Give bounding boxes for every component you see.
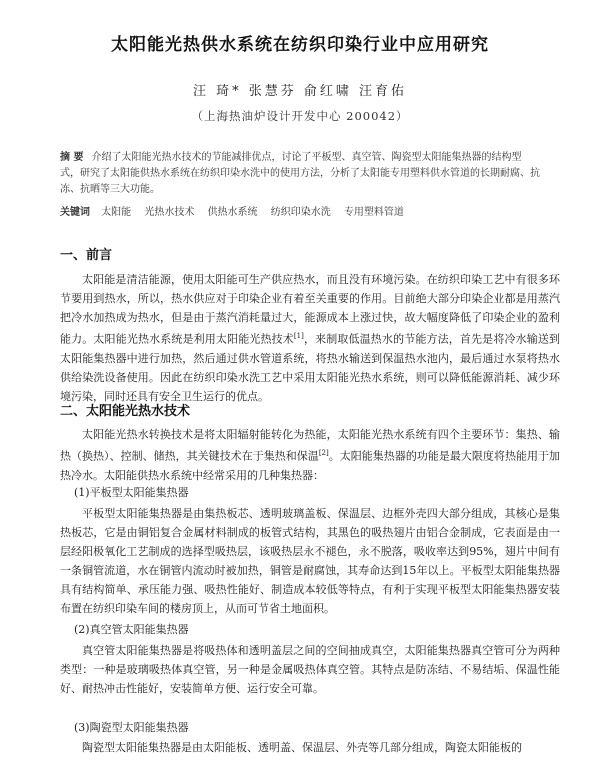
- citation-ref: [2]: [318, 449, 329, 457]
- affiliation: （上海热油炉设计开发中心 200042）: [191, 109, 409, 123]
- keyword: 光热水技术: [144, 207, 195, 218]
- flat-plate-paragraph: 平板型太阳能集热器是由集热板芯、透明玻璃盖板、保温层、边框外壳四大部分组成，其核心是集热板芯，它是由铜铝复合金属材料制成的板管式结构，其黑色的吸热翅片由铝合金制成，它表面是由一层经阳极氧化工艺制成的选择型吸热层，该吸热层永不褪色，永不脱落，吸收率达到95%，翅片中间有一条铜管流道，水在铜管内流动时被加热，铜管是耐腐蚀，其寿命达到15年以上。平板型太阳能集热器具有结构简单、承压能力强、吸热性能好、制造成本较低等特点，有利于实现平板型太阳能集热器安装布置在纺织印染车间的楼房顶上，从而可节省土地面积。: [60, 507, 560, 615]
- tech-text: 太阳能光热水转换技术是将太阳辐射能转化为热能，太阳能光热水系统有四个主要环节：集热、输热（换热）、控制、储热，其关键技术在于集热和保温: [60, 428, 560, 463]
- ceramic-paragraph: 陶瓷型太阳能集热器是由太阳能板、透明盖、保温层、外壳等几部分组成，陶瓷太阳能板的: [82, 741, 522, 754]
- keyword: 太阳能: [101, 207, 132, 218]
- keyword: 纺织印染水洗: [270, 207, 331, 218]
- tech-paragraph: [60, 425, 560, 485]
- subheading-ceramic: (3)陶瓷型太阳能集热器: [74, 721, 189, 734]
- keyword: 供热水系统: [207, 207, 258, 218]
- paper-title: 太阳能光热供水系统在纺织印染行业中应用研究: [111, 35, 489, 55]
- keyword: 专用塑料管道: [343, 207, 404, 218]
- subheading-flat-plate: (1)平板型太阳能集热器: [74, 486, 189, 499]
- citation-ref: [1]: [293, 332, 304, 340]
- intro-text: 太阳能是清洁能源，使用太阳能可生产供应热水，而且没有环境污染。在纺织印染工艺中有很多环节要用到热水，所以，热水供应对于印染企业有着至关重要的作用。目前绝大部分印染企业都是用蒸汽把冷水加热成为热水，但是由于蒸汽消耗量过大，能源成本上涨过快，故大幅度降低了印染企业的盈利能力。太阳能光热水系统是利用太阳能光热技术: [60, 273, 560, 346]
- abstract-label: 摘 要: [60, 152, 84, 163]
- section-heading-intro: 一、前言: [60, 248, 113, 263]
- keywords-label: 关键词: [60, 207, 90, 218]
- tech-text-tail: 。太阳能集热器的功能是最大限度将热能用于加热冷水。太阳能供热水系统中经常采用的几种集热器：: [60, 449, 561, 482]
- keywords: [60, 203, 560, 218]
- subheading-vacuum-tube: (2)真空管太阳能集热器: [74, 623, 189, 636]
- abstract-text: 介绍了太阳能光热水技术的节能减排优点，讨论了平板型、真空管、陶瓷型太阳能集热器的结构型式，研究了太阳能供热水系统在纺织印染水洗中的使用方法，分析了太阳能专用塑料供水管道的长期耐腐、抗冻、抗晒等三大功能。: [60, 152, 540, 195]
- intro-paragraph: [60, 270, 560, 406]
- abstract: [60, 150, 540, 198]
- section-heading-tech: 二、太阳能光热水技术: [60, 404, 191, 419]
- author-list: 汪 琦* 张慧芬 俞红啸 汪育佑: [192, 84, 408, 99]
- intro-text-tail: ，来制取低温热水的节能方法，首先是将冷水输送到太阳能集热器中进行加热，然后通过供水管道系统，将热水输送到保温热水池内，最后通过水泵将热水供给染洗设备使用。因此在纺织印染水洗工艺中采用太阳能光热水系统，则可以降低能源消耗、减少环境污染，同时还具有安全卫生运行的优点。: [60, 332, 561, 403]
- vacuum-tube-paragraph: 真空管太阳能集热器是将吸热体和透明盖层之间的空间抽成真空，太阳能集热器真空管可分为两种类型：一种是玻璃吸热体真空管，另一种是金属吸热体真空管。其特点是防冻结、不易结垢、保温性能好、耐热冲击性能好，安装简单方便、运行安全可靠。: [60, 644, 560, 695]
